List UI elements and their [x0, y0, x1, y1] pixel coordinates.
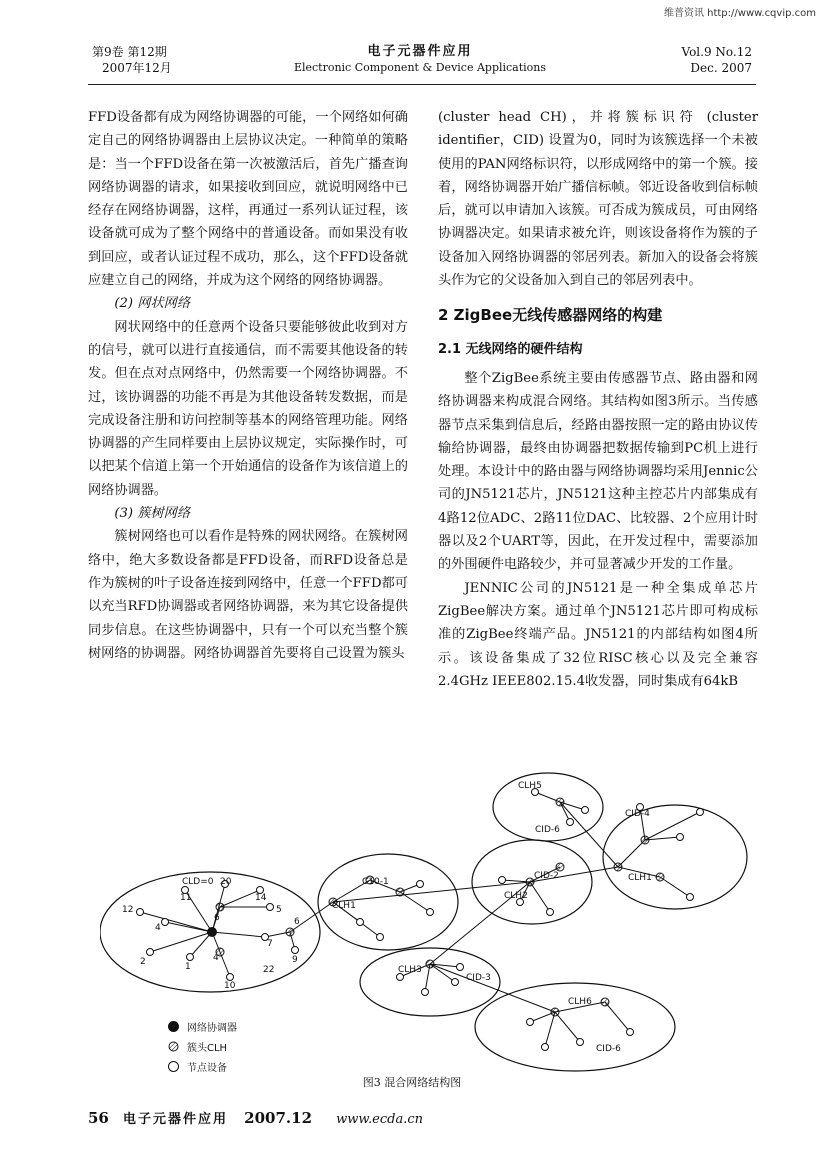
label: CID-2: [534, 871, 559, 881]
legend-label: 网络协调器: [187, 1022, 237, 1034]
label: 6: [294, 917, 300, 927]
legend-item: [168, 1056, 237, 1076]
label: 10: [224, 981, 236, 991]
label: CID-6: [596, 1044, 621, 1054]
paragraph: JENNIC公司的JN5121是一种全集成单芯片ZigBee解决方案。通过单个JN5121芯片即可构成标准的ZigBee终端产品。JN5121的内部结构如图4所示。该设备集成了32位RISC核心以及完全兼容2.4GHz IEEE802.15.4收发器，同时集成有64kB: [438, 580, 758, 689]
legend-item: [168, 1016, 237, 1036]
label: 4: [213, 953, 219, 963]
subheading-text: (2) 网状网络: [114, 296, 191, 312]
watermark: 维普资讯 http://www.cqvip.com: [663, 8, 816, 19]
label: 20: [220, 877, 232, 887]
subheading-mesh: [88, 292, 408, 315]
label: 9: [292, 955, 298, 965]
footer-journal: 电子元器件应用: [123, 1112, 229, 1127]
legend-label: 节点设备: [187, 1062, 227, 1074]
label: CLH1: [332, 901, 356, 911]
label: 4: [155, 923, 161, 933]
header-right: [682, 44, 753, 76]
label: CLD=0: [182, 877, 214, 887]
label: 7: [267, 939, 273, 949]
label: C10-1: [362, 877, 389, 887]
cluster-labels: [182, 781, 652, 1054]
paragraph: 网状网络中的任意两个设备只要能够彼此收到对方的信号，就可以进行直接通信，而不需要其他设备的转发。但在点对点网络中，仍然需要一个网络协调器。不过，该协调器的功能不再是为其他设备转发数据，而是完成设备注册和访问控制等基本的网络管理功能。网络协调器的产生同样要由上层协议规定，实际操作时，可以把某个信道上第一个开始通信的设备作为该信道上的网络协调器。: [88, 319, 408, 498]
date-en: Dec. 2007: [690, 61, 752, 75]
right-column: [438, 106, 758, 693]
label: CLH2: [504, 891, 528, 901]
label: CLH1: [628, 873, 652, 883]
date-cn: 2007年12月: [102, 61, 172, 75]
cluster-head-icon: [168, 1041, 179, 1052]
label: CLH6: [568, 997, 592, 1007]
footer-url: www.ecda.cn: [336, 1112, 423, 1127]
coordinator-node: [207, 927, 217, 937]
paragraph: (cluster head CH)，并将簇标识符 (cluster identifier，CID) 设置为0，同时为该簇选择一个未被使用的PAN网络标识符，以形成网络中的第一个簇。接着，网络协调器开始广播信标帧。邻近设备收到信标帧后，就可以申请加入该簇。可否成为簇成员，可由网络协调器决定。如果请求被允许，则该设备将作为簇的子设备加入网络协调器的邻居列表。新加入的设备会将簇头作为它的父设备加入到自己的邻居列表中。: [438, 110, 758, 289]
label: 22: [263, 965, 275, 975]
legend-label: 簇头CLH: [187, 1042, 228, 1054]
label: CLH3: [398, 965, 422, 975]
paragraph: FFD设备都有成为网络协调器的可能，一个网络如何确定自己的网络协调器由上层协议决定。一种简单的策略是：当一个FFD设备在第一次被激活后，首先广播查询网络协调器的请求，如果接收到回应，就说明网络中已经存在网络协调器，这样，再通过一系列认证过程，该设备就可成为了整个网络中的普通设备。而如果没有收到回应，或者认证过程不成功，那么，这个FFD设备就应建立自己的网络，并成为这个网络的网络协调器。: [88, 110, 408, 289]
label: 2: [140, 957, 146, 967]
header-center: [270, 44, 570, 76]
label: 5: [276, 905, 282, 915]
network-figure: [100, 772, 760, 1092]
label: CID-3: [466, 973, 491, 983]
figure-caption: 图3 混合网络结构图: [362, 1076, 462, 1089]
network-links: [140, 792, 700, 1047]
node-device-icon: [168, 1061, 179, 1072]
paragraph: 簇树网络也可以看作是特殊的网状网络。在簇树网络中，绝大多数设备都是FFD设备，而RFD设备总是作为簇树的叶子设备连接到网络中，任意一个FFD都可以充当RFD协调器或者网络协调器，来为其它设备提供同步信息。在这些协调器中，只有一个可以充当整个簇树网络的协调器。网络协调器首先要将自己设置为簇头: [88, 529, 408, 661]
coordinator-icon: [168, 1021, 179, 1032]
subheading-text: (3) 簇树网络: [114, 506, 191, 522]
subheading-cluster-tree: [88, 502, 408, 525]
legend: [168, 1016, 237, 1076]
volume-issue-en: Vol.9 No.12: [681, 45, 752, 59]
label: CID-6: [535, 825, 560, 835]
section-heading: 2 ZigBee无线传感器网络的构建: [438, 306, 663, 325]
subsection-heading: 2.1 无线网络的硬件结构: [438, 341, 583, 357]
label: 14: [255, 893, 267, 903]
header-left: [92, 44, 172, 76]
volume-issue-cn: 第9卷 第12期: [92, 45, 167, 59]
footer-issue: 2007.12: [244, 1109, 313, 1127]
label: 1: [185, 962, 191, 972]
paragraph: 整个ZigBee系统主要由传感器节点、路由器和网络协调器来构成混合网络。其结构如图3所示。当传感器节点采集到信息后，经路由器按照一定的路由协议传输给协调器，最终由协调器把数据传输到PC机上进行处理。本设计中的路由器与网络协调器均采用Jennic公司的JN5121芯片，JN5121这种主控芯片内部集成有4路12位ADC、2路11位DAC、比较器、2个应用计时器以及2个UART等，因此，在开发过程中，需要添加的外围硬件电路较少，并可显著减少开发的工作量。: [438, 370, 758, 573]
footer: [88, 1108, 423, 1127]
label: CID-4: [625, 809, 650, 819]
header-rule: [88, 84, 756, 85]
left-column: [88, 106, 408, 665]
journal-title-en: Electronic Component & Device Applications: [293, 61, 547, 74]
label: 11: [180, 893, 192, 903]
journal-title-cn: 电子元器件应用: [367, 44, 473, 59]
label: 6: [214, 913, 220, 923]
legend-item: [168, 1036, 237, 1056]
cluster-head-nodes: [216, 798, 664, 1016]
sensor-nodes: [137, 789, 704, 1051]
label: 12: [122, 905, 134, 915]
label: CLH5: [518, 781, 542, 791]
page-number: 56: [88, 1109, 109, 1127]
